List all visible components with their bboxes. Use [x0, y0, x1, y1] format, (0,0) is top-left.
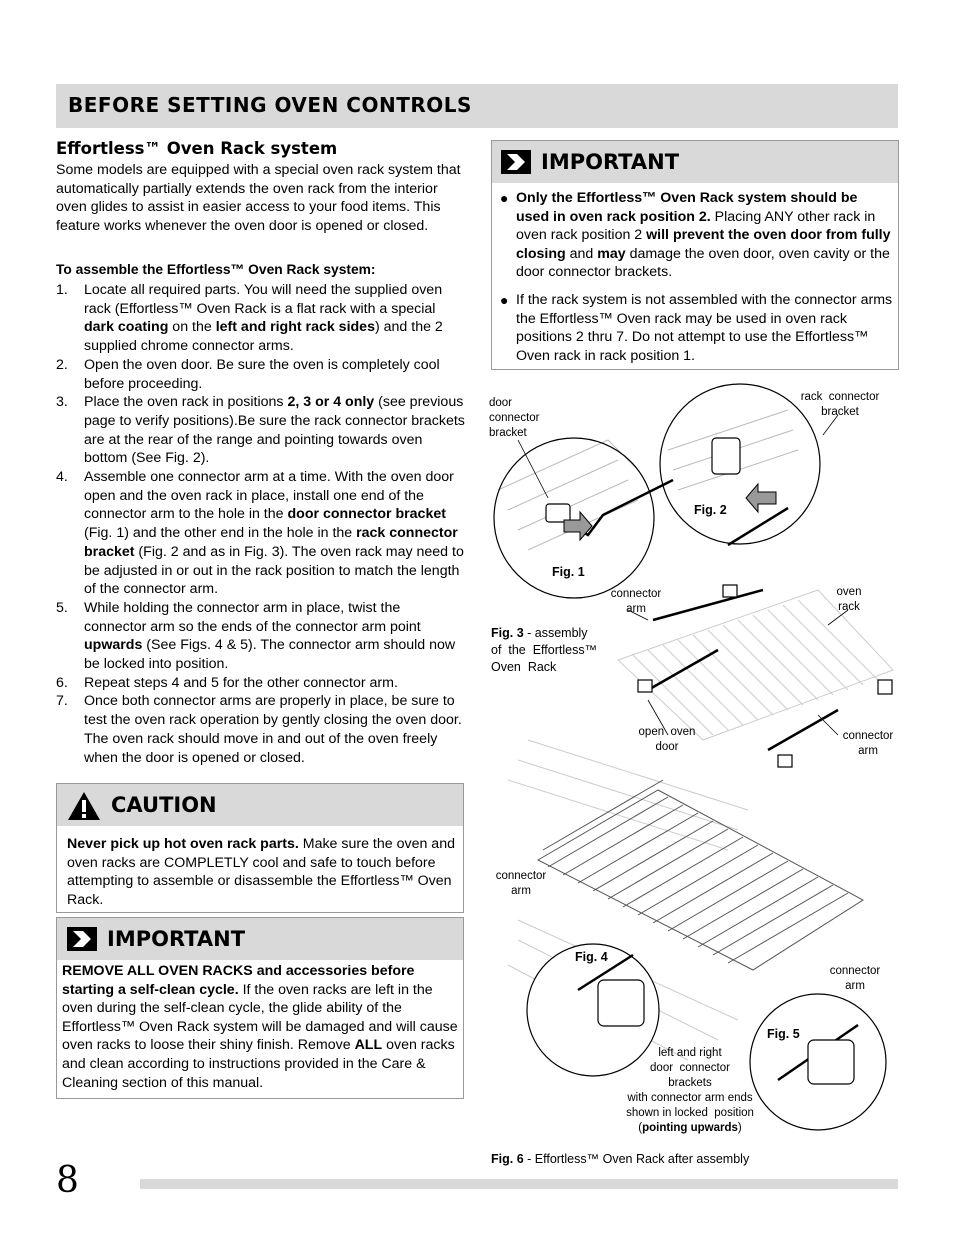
step-number: 2.: [56, 356, 68, 373]
label-connector-arm-1: connector arm: [610, 588, 662, 615]
caution-box: [56, 783, 464, 913]
step-number: 5.: [56, 599, 68, 616]
label-door-connector-bracket: door connector bracket: [489, 397, 540, 439]
important-box-bottom: [56, 917, 464, 1099]
step-text: (Fig. 1) and the other end in the hole in the: [84, 525, 357, 542]
caution-title: CAUTION: [111, 793, 217, 817]
step-emphasis: upwards: [84, 637, 143, 654]
fig3-text: - assembly of the Effortless™ Oven Rack: [491, 626, 598, 674]
step-item: [56, 692, 466, 767]
bullet-text: damage the oven door, oven cavity or the door connector brackets.: [516, 245, 890, 281]
arrow-right-icon: [67, 927, 97, 951]
step-number: 3.: [56, 394, 68, 411]
label-rack-connector-bracket: rack connector bracket: [800, 391, 880, 418]
step-text: Repeat steps 4 and 5 for the other connector arm.: [84, 674, 398, 691]
important-bullet: [494, 189, 894, 282]
intro-paragraph: Some models are equipped with a special oven rack system that automatically partially extends the oven rack from the interior oven glides to assist in easier access to your food items. This feature works whenever the oven door is opened or closed.: [56, 162, 461, 234]
step-item: [56, 356, 466, 393]
step-text: ) and the 2 supplied chrome connector arms.: [84, 319, 443, 355]
important-body-1: If the oven racks are left in the oven during the self-clean cycle, the glide ability of the Effortless™ Oven Rack system will be damaged and will cause oven racks to loose their shiny finish. Remove: [62, 981, 458, 1054]
step-text: Locate all required parts. You will need the supplied oven rack (Effortless™ Oven Rack is a flat rack with a special: [84, 282, 443, 317]
label-oven-rack: oven rack: [836, 586, 862, 613]
fig6-text: - Effortless™ Oven Rack after assembly: [523, 1152, 750, 1166]
page-title: BEFORE SETTING OVEN CONTROLS: [68, 93, 472, 117]
step-text: (See Figs. 4 & 5). The connector arm should now be locked into position.: [84, 637, 456, 673]
fig3-caption: [491, 625, 597, 676]
page-number: 8: [56, 1160, 79, 1201]
step-text: (see previous page to verify positions).Be sure the rack connector brackets are at the rear of the range and pointing towards oven bottom (See Fig. 2).: [84, 394, 465, 467]
fig5-label: Fig. 5: [767, 1027, 800, 1041]
step-text: Assemble one connector arm at a time. With the oven door open and the oven rack in place, install one end of the connector arm to the hole in the: [84, 469, 454, 523]
label-connector-arm-4: connector arm: [829, 965, 881, 992]
bullet-emphasis: may: [597, 245, 626, 262]
fig2-label: Fig. 2: [694, 503, 727, 517]
bullet-emphasis: will prevent the oven door from fully closing: [516, 227, 891, 262]
step-number: 6.: [56, 674, 68, 691]
important-box-top: [491, 140, 899, 370]
important-title-top: IMPORTANT: [541, 150, 680, 174]
important-body-2: oven racks and clean according to instructions provided in the Care & Cleaning section of this manual.: [62, 1037, 455, 1091]
step-text: Once both connector arms are properly in place, be sure to test the oven rack operation by gently closing the oven door. The oven rack should move in and out of the oven freely when the door is opened or closed.: [84, 693, 462, 766]
fig4-label: Fig. 4: [575, 950, 608, 964]
warning-icon: [67, 791, 101, 825]
important-bullet: [494, 291, 894, 365]
paren-close: ): [737, 1122, 742, 1134]
label-open-oven-door: open oven door: [638, 726, 696, 753]
important-bold-1: REMOVE ALL OVEN RACKS and accessories before starting a self-clean cycle.: [62, 963, 415, 998]
caution-bar: [57, 784, 463, 826]
rack-illustration: [488, 380, 898, 1150]
section-header: [56, 84, 898, 128]
caution-body: Make sure the oven and oven racks are COMPLETLY cool and safe to touch before attempting to assemble or disassemble the Effortless™ Oven Rack.: [67, 836, 455, 908]
important-bullets: [494, 189, 894, 374]
important-bar-bottom: [57, 918, 463, 960]
label-connector-arm-3: connector arm: [495, 870, 547, 897]
important-bar-top: [492, 141, 898, 183]
bullet-text: and: [565, 245, 598, 262]
step-emphasis: door connector bracket: [287, 506, 446, 523]
important-title-bottom: IMPORTANT: [107, 927, 246, 951]
bullet-text: If the rack system is not assembled with the connector arms the Effortless™ Oven rack may be used in oven rack positions 2 thru 7. Do not attempt to use the Effortless™ Oven rack in rack position 1.: [516, 291, 893, 364]
fig6-caption: [491, 1152, 749, 1167]
bullet-text: Placing ANY other rack in oven rack position 2: [516, 208, 876, 244]
important-bold-2: ALL: [354, 1037, 383, 1054]
step-text: on the: [168, 319, 216, 336]
step-number: 7.: [56, 693, 68, 710]
fig1-label: Fig. 1: [552, 565, 585, 579]
step-emphasis: rack connector bracket: [84, 525, 458, 560]
arrow-right-icon: [501, 150, 531, 174]
step-text: While holding the connector arm in place, twist the connector arm so the ends of the connector arm point: [84, 599, 421, 635]
label-brackets-note: left and right door connector brackets with connector arm ends shown in locked position: [626, 1047, 754, 1119]
step-text: Place the oven rack in positions: [84, 394, 288, 411]
step-item: [56, 674, 466, 693]
step-item: [56, 468, 466, 599]
pointing-bold: pointing upwards: [642, 1122, 738, 1134]
bullet-icon: ●: [500, 291, 509, 308]
step-emphasis: left and right rack sides: [215, 319, 375, 336]
section-title: Effortless™ Oven Rack system: [56, 139, 338, 158]
step-number: 1.: [56, 282, 68, 298]
step-item: [56, 281, 466, 356]
step-text: Open the oven door. Be sure the oven is completely cool before proceeding.: [84, 356, 440, 392]
step-text: (Fig. 2 and as in Fig. 3). The oven rack may need to be adjusted in or out in the rack position to match the length of the connector arm.: [84, 543, 464, 598]
step-item: [56, 599, 466, 674]
label-pointing-upwards: [612, 1121, 768, 1136]
step-item: [56, 393, 466, 468]
fig6-bold: Fig. 6: [491, 1152, 524, 1166]
caution-text: [67, 835, 455, 909]
important-text-bottom: [62, 962, 458, 1092]
caution-bold: Never pick up hot oven rack parts.: [67, 836, 299, 852]
bullet-icon: ●: [500, 190, 509, 206]
label-connector-arm-2: connector arm: [842, 730, 894, 757]
assemble-heading: To assemble the Effortless™ Oven Rack system:: [56, 262, 376, 277]
fig3-bold: Fig. 3: [491, 626, 524, 640]
step-emphasis: dark coating: [84, 319, 169, 336]
assembly-steps: [56, 281, 466, 767]
step-number: 4.: [56, 469, 68, 486]
footer-bar: [140, 1179, 898, 1189]
paren-open: (: [638, 1122, 643, 1134]
step-emphasis: 2, 3 or 4 only: [287, 394, 375, 411]
bullet-emphasis: Only the Effortless™ Oven Rack system should be used in oven rack position 2.: [516, 190, 858, 225]
